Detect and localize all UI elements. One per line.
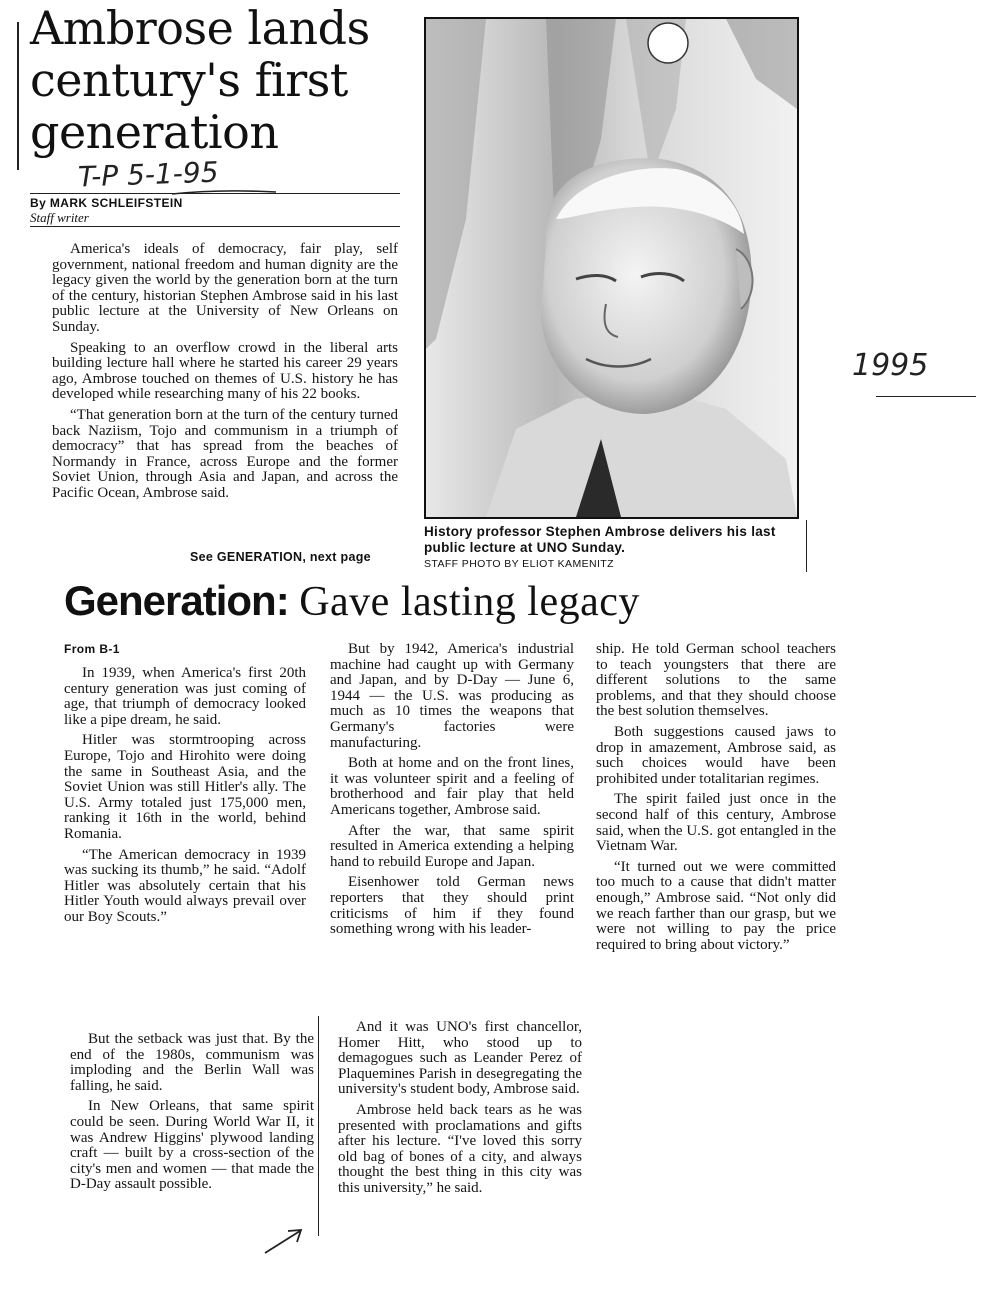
bottom-right-story	[338, 1020, 582, 1202]
handwritten-year: 1995	[852, 348, 929, 383]
jump-headline-rest: Gave lasting legacy	[299, 579, 640, 625]
headline-line: generation	[30, 105, 279, 159]
story-paragraph: “That generation born at the turn of the century turned back Naziism, Tojo and communism in a triumph of democracy” that has spread from the beaches of Normandy in France, across Europe and the former Soviet Union, through Asia and Japan, and across the Pacific Ocean, Ambrose said.	[52, 406, 398, 501]
story-paragraph: “The American democracy in 1939 was sucking its thumb,” he said. “Adolf Hitler was absolutely certain that his Hitler Youth would always prevail over our Boy Scouts.”	[64, 846, 306, 925]
byline-rule-bottom	[30, 226, 400, 227]
jump-column-1	[64, 666, 306, 931]
bottom-left-story	[70, 1032, 314, 1198]
handwritten-date: T-P 5-1-95	[77, 155, 220, 194]
portrait-illustration	[426, 19, 797, 517]
story-paragraph: In New Orleans, that same spirit could be seen. During World War II, it was Andrew Higgins' plywood landing craft — built by a cross-section of the city's men and women — that made the D-Day assault possible.	[70, 1098, 314, 1193]
jump-column-2	[330, 642, 574, 943]
story-paragraph: Hitler was stormtrooping across Europe, Tojo and Hirohito were doing the same in Southeast Asia, and the Soviet Union was still Hitler's ally. The U.S. Army totaled just 175,000 men, ranking it 16th in the world, behind Romania.	[64, 732, 306, 842]
column-rule-left	[17, 22, 19, 170]
byline-rule	[30, 193, 400, 194]
photo-column-rule	[806, 520, 807, 572]
story-paragraph: After the war, that same spirit resulted in America extending a helping hand to rebuild Europe and Japan.	[330, 822, 574, 870]
story-paragraph: “It turned out we were committed too much to a cause that didn't matter enough,” Ambrose said. “Not only did we reach farther than our grasp, but we were not willing to pay the price required to bring about victory.”	[596, 858, 836, 953]
jump-headline	[64, 576, 640, 627]
headline-line: century's first	[30, 53, 348, 107]
byline: By MARK SCHLEIFSTEIN	[30, 196, 183, 210]
story-paragraph: Eisenhower told German news reporters that they should print criticisms of him if they found something wrong with his leader-	[330, 874, 574, 938]
story-paragraph: ship. He told German school teachers to teach youngsters that there are different solutions to the same problems, and that they should choose the best solution themselves.	[596, 641, 836, 720]
margin-note-rule	[876, 396, 976, 397]
story-paragraph: But the setback was just that. By the end of the 1980s, communism was imploding and the Berlin Wall was falling, he said.	[70, 1031, 314, 1094]
jump-headline-bold: Generation:	[64, 577, 289, 624]
photo-credit: STAFF PHOTO BY ELIOT KAMENITZ	[424, 558, 614, 570]
bottom-column-rule	[318, 1016, 319, 1236]
continued-from-label: From B-1	[64, 642, 120, 656]
jump-column-3	[596, 642, 836, 958]
front-story	[52, 242, 398, 507]
jump-reference: See GENERATION, next page	[190, 550, 371, 564]
byline-role: Staff writer	[30, 210, 89, 225]
story-paragraph: Both suggestions caused jaws to drop in amazement, Ambrose said, as such choices would have been prohibited under totalitarian regimes.	[596, 723, 836, 787]
headline-line: Ambrose lands	[30, 1, 370, 55]
story-paragraph: Ambrose held back tears as he was presented with proclamations and gifts after his lecture. “I've loved this sorry old bag of bones of a city, and always thought the best thing in this city was this university,” he said.	[338, 1101, 582, 1196]
story-paragraph: Speaking to an overflow crowd in the liberal arts building lecture hall where he started his career 29 years ago, Ambrose touched on themes of U.S. history he has developed while researching many of his 22 books.	[52, 339, 398, 403]
news-photo	[424, 17, 799, 519]
handwritten-underline	[170, 186, 280, 198]
story-paragraph: In 1939, when America's first 20th century generation was just coming of age, that triumph of democracy looked like a pipe dream, he said.	[64, 665, 306, 728]
front-headline	[30, 2, 410, 158]
photo-caption: History professor Stephen Ambrose delivers his last public lecture at UNO Sunday.	[424, 524, 776, 555]
story-paragraph: The spirit failed just once in the second half of this century, Ambrose said, when the U.S. got entangled in the Vietnam War.	[596, 791, 836, 855]
story-paragraph: America's ideals of democracy, fair play, self government, national freedom and human dignity are the legacy given the world by the generation born at the turn of the century, historian Stephen Ambrose said in his last public lecture at the University of New Orleans on Sunday.	[52, 241, 398, 335]
story-paragraph: Both at home and on the front lines, it was volunteer spirit and a feeling of brotherhood and fair play that held Americans together, Ambrose said.	[330, 755, 574, 818]
story-paragraph: And it was UNO's first chancellor, Homer Hitt, who stood up to demagogues such as Leander Perez of Plaquemines Parish in desegregating the university's student body, Ambrose said.	[338, 1019, 582, 1098]
handwritten-arrow-icon	[262, 1226, 306, 1256]
story-paragraph: But by 1942, America's industrial machine had caught up with Germany and Japan, and by D-Day — June 6, 1944 — the U.S. was producing as much as 10 times the weapons that Germany's factories were manufacturing.	[330, 641, 574, 751]
